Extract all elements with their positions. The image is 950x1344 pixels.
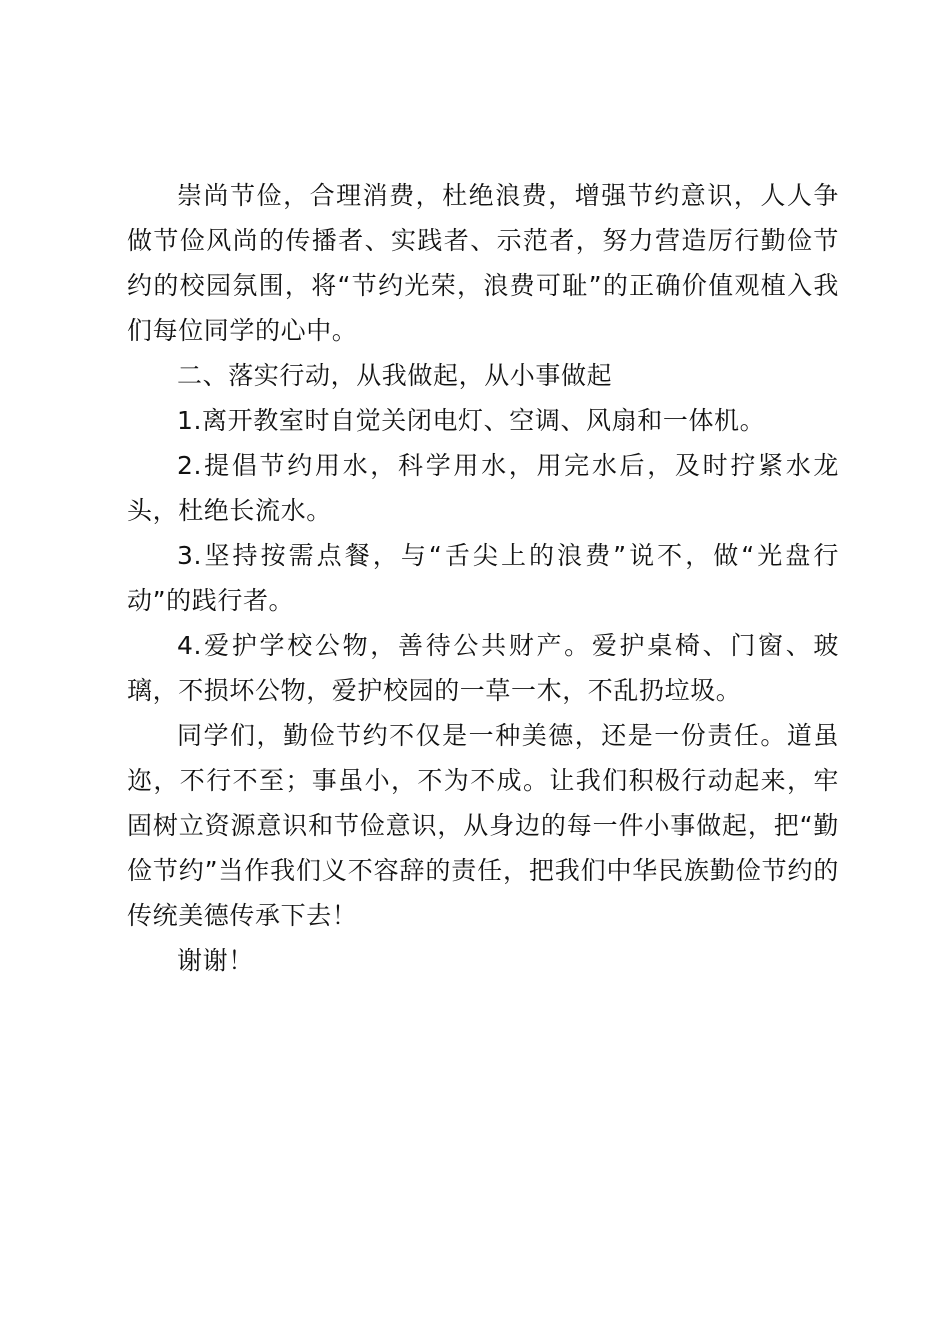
document-body	[127, 173, 839, 983]
paragraph-conclusion: 同学们，勤俭节约不仅是一种美德，还是一份责任。道虽迩，不行不至；事虽小，不为不成。让我们积极行动起来，牢固树立资源意识和节俭意识，从身边的每一件小事做起，把“勤俭节约”当作我们义不容辞的责任，把我们中华民族勤俭节约的传统美德传承下去！	[127, 721, 839, 930]
list-item-electricity: 1.离开教室时自觉关闭电灯、空调、风扇和一体机。	[177, 406, 766, 435]
list-item-water: 2.提倡节约用水，科学用水，用完水后，及时拧紧水龙头，杜绝长流水。	[127, 451, 839, 525]
list-item-food: 3.坚持按需点餐，与“舌尖上的浪费”说不，做“光盘行动”的践行者。	[127, 541, 839, 615]
list-item-property: 4.爱护学校公物，善待公共财产。爱护桌椅、门窗、玻璃，不损坏公物，爱护校园的一草一木，不乱扔垃圾。	[127, 631, 839, 705]
paragraph-intro: 崇尚节俭，合理消费，杜绝浪费，增强节约意识，人人争做节俭风尚的传播者、实践者、示范者，努力营造厉行勤俭节约的校园氛围，将“节约光荣，浪费可耻”的正确价值观植入我们每位同学的心中。	[127, 181, 839, 345]
section-heading-action: 二、落实行动，从我做起，从小事做起	[177, 361, 613, 390]
paragraph-thanks: 谢谢！	[177, 946, 254, 975]
